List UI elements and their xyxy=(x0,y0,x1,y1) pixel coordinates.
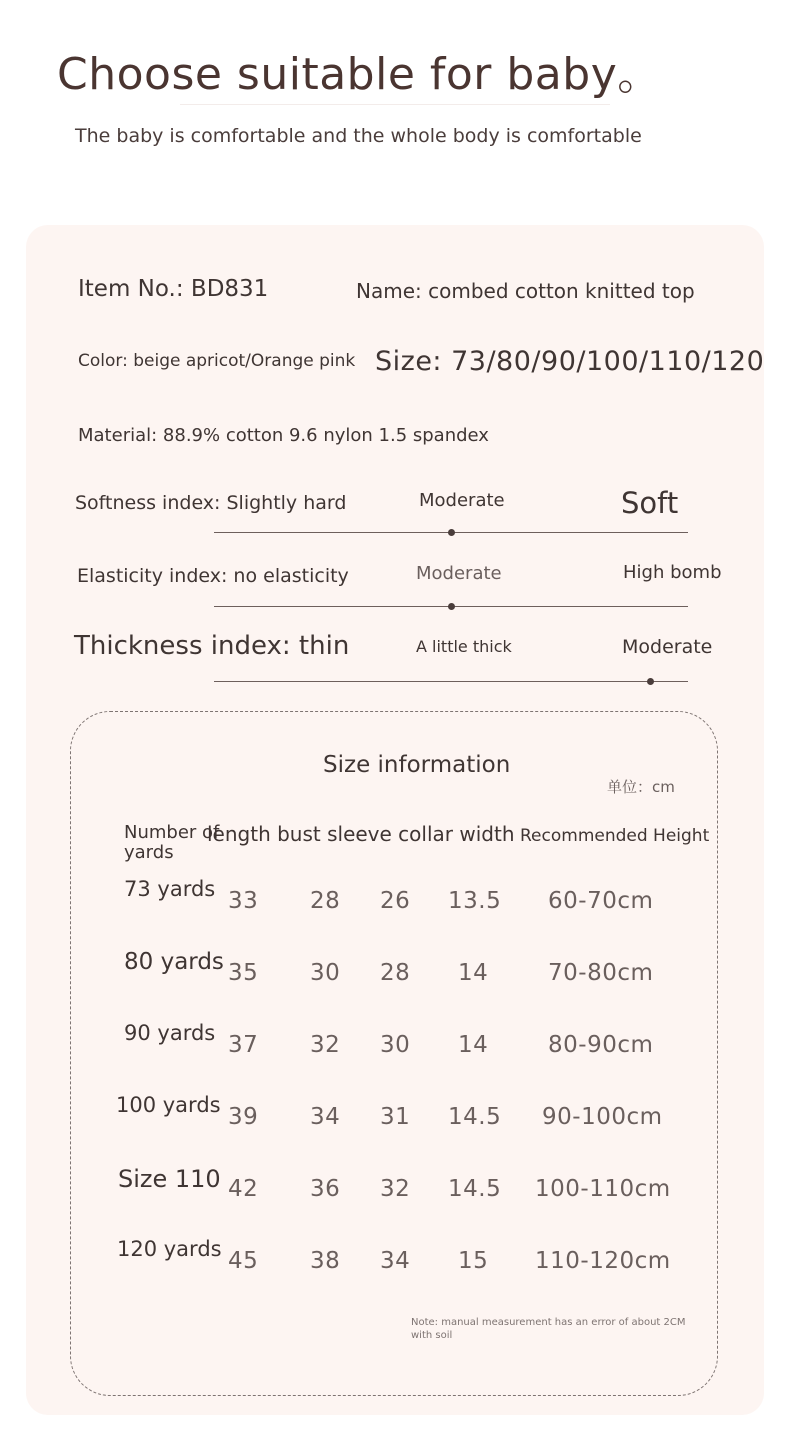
table-cell-height: 100-110cm xyxy=(535,1176,671,1202)
table-cell-bust: 36 xyxy=(310,1176,341,1202)
table-cell-collar: 14.5 xyxy=(448,1104,502,1130)
product-material: Material: 88.9% cotton 9.6 nylon 1.5 spandex xyxy=(78,425,489,446)
softness-mid-label: Moderate xyxy=(419,490,505,511)
table-cell-height: 90-100cm xyxy=(542,1104,663,1130)
table-cell-length: 42 xyxy=(228,1176,259,1202)
table-cell-length: 33 xyxy=(228,888,259,914)
table-cell-sleeve: 34 xyxy=(380,1248,411,1274)
table-cell-bust: 28 xyxy=(310,888,341,914)
thickness-scale xyxy=(214,681,688,682)
page-title: Choose suitable for baby。 xyxy=(57,49,662,100)
product-sizes: Size: 73/80/90/100/110/120 xyxy=(375,346,765,377)
table-cell-sleeve: 28 xyxy=(380,960,411,986)
row-size-label: 90 yards xyxy=(124,1021,216,1045)
table-cell-sleeve: 26 xyxy=(380,888,411,914)
softness-label: Softness index: Slightly hard xyxy=(75,492,347,514)
table-cell-length: 45 xyxy=(228,1248,259,1274)
softness-high-label: Soft xyxy=(621,486,679,520)
elasticity-high-label: High bomb xyxy=(623,562,722,583)
table-cell-length: 39 xyxy=(228,1104,259,1130)
table-cell-height: 60-70cm xyxy=(548,888,654,914)
table-cell-collar: 15 xyxy=(458,1248,489,1274)
table-cell-length: 35 xyxy=(228,960,259,986)
table-cell-sleeve: 32 xyxy=(380,1176,411,1202)
table-cell-collar: 14 xyxy=(458,1032,489,1058)
thickness-marker xyxy=(647,678,654,685)
elasticity-mid-label: Moderate xyxy=(416,563,502,584)
item-number: Item No.: BD831 xyxy=(78,276,269,302)
page-subtitle: The baby is comfortable and the whole body is comfortable xyxy=(75,125,642,147)
title-divider xyxy=(180,104,610,105)
header-measurements: length bust sleeve collar width xyxy=(207,822,515,846)
table-cell-bust: 30 xyxy=(310,960,341,986)
measurement-note: Note: manual measurement has an error of about 2CM with soil xyxy=(411,1317,686,1341)
row-size-label: 100 yards xyxy=(116,1093,221,1117)
header-yards: Number of yards xyxy=(124,822,220,863)
table-cell-collar: 13.5 xyxy=(448,888,502,914)
thickness-high-label: Moderate xyxy=(622,636,713,658)
table-cell-sleeve: 30 xyxy=(380,1032,411,1058)
elasticity-label: Elasticity index: no elasticity xyxy=(77,565,349,587)
product-name: Name: combed cotton knitted top xyxy=(356,279,695,303)
table-cell-collar: 14 xyxy=(458,960,489,986)
table-cell-collar: 14.5 xyxy=(448,1176,502,1202)
product-color: Color: beige apricot/Orange pink xyxy=(78,351,356,371)
thickness-label: Thickness index: thin xyxy=(74,631,350,661)
header-recommended-height: Recommended Height xyxy=(520,826,710,846)
row-size-label: 120 yards xyxy=(117,1237,222,1261)
row-size-label: 73 yards xyxy=(124,877,216,901)
table-cell-bust: 38 xyxy=(310,1248,341,1274)
table-cell-bust: 32 xyxy=(310,1032,341,1058)
table-cell-sleeve: 31 xyxy=(380,1104,411,1130)
unit-label: 单位：cm xyxy=(607,778,675,796)
table-cell-height: 70-80cm xyxy=(548,960,654,986)
thickness-mid-label: A little thick xyxy=(416,637,512,656)
table-cell-length: 37 xyxy=(228,1032,259,1058)
row-size-label: 80 yards xyxy=(124,949,224,975)
table-cell-height: 110-120cm xyxy=(535,1248,671,1274)
softness-marker xyxy=(448,529,455,536)
row-size-label: Size 110 xyxy=(118,1165,221,1193)
size-info-title: Size information xyxy=(323,752,511,778)
table-cell-height: 80-90cm xyxy=(548,1032,654,1058)
table-cell-bust: 34 xyxy=(310,1104,341,1130)
elasticity-marker xyxy=(448,603,455,610)
